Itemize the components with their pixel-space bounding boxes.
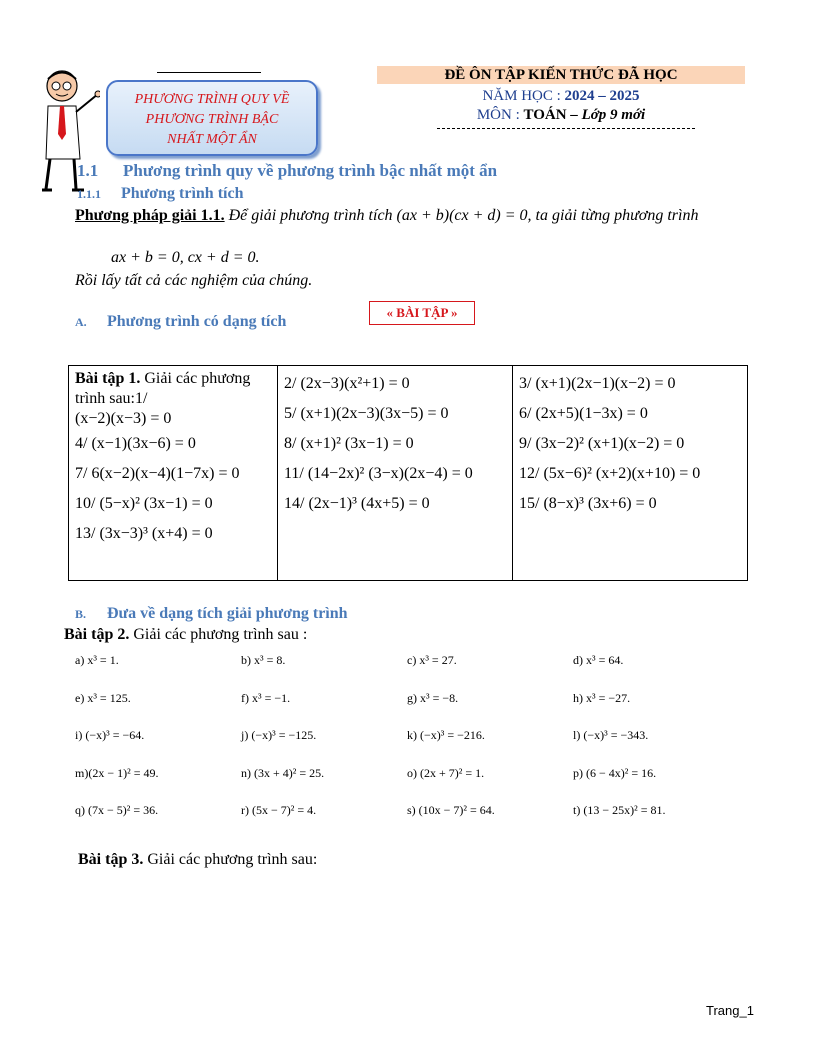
exercise-2-row [75,800,775,838]
exercise-badge: « BÀI TẬP » [369,301,475,325]
section-number: 1.1 [77,161,99,180]
equation-item: 2/ (2x−3)(x²+1) = 0 [284,375,410,392]
method-conclusion: Rồi lấy tất cả các nghiệm của chúng. [75,272,313,289]
section-heading-b [75,604,348,624]
page-number: Trang_1 [706,1003,754,1018]
equation-item: j) (−x)³ = −125. [241,728,317,742]
equation-item: k) (−x)³ = −216. [407,728,485,742]
exercise-title: Bài tập 2. [64,626,130,643]
header-dashed-rule [437,128,695,129]
equation-item: s) (10x − 7)² = 64. [407,803,495,817]
exercise-2-heading [64,625,307,645]
equation-item: (x−2)(x−3) = 0 [75,410,172,427]
exercise-1-table [68,365,748,581]
exercise-title: Bài tập 3. [78,851,144,868]
equation-item: 15/ (8−x)³ (3x+6) = 0 [519,495,657,512]
section-title: Phương trình quy về phương trình bậc nhất một ẩn [123,161,498,180]
method-equations: ax + b = 0, cx + d = 0. [111,249,260,266]
equation-item: g) x³ = −8. [407,690,459,705]
topic-line: NHẤT MỘT ẨN [167,132,257,147]
equation-item: m)(2x − 1)² = 49. [75,765,159,780]
exercise-1-heading [75,369,271,409]
equation-item: b) x³ = 8. [241,653,286,667]
equation-item: r) (5x − 7)² = 4. [241,803,317,817]
exercise-title: Bài tập 1. [75,370,141,387]
exercise-1-column-2 [278,366,513,581]
equation-item: l) (−x)³ = −343. [573,728,649,742]
document-title: ĐỀ ÔN TẬP KIẾN THỨC ĐÃ HỌC [377,66,745,84]
grade-value: – Lớp 9 mới [570,107,646,123]
exercise-2-row [75,725,775,763]
subject-label: MÔN : [476,107,520,123]
exercise-1-column-1 [69,366,278,581]
section-heading-1-1-1 [77,184,243,204]
equation-item: q) (7x − 5)² = 36. [75,803,159,817]
equation-item: 3/ (x+1)(2x−1)(x−2) = 0 [519,375,676,392]
equation-item: a) x³ = 1. [75,653,119,667]
equation-item: 10/ (5−x)² (3x−1) = 0 [75,495,213,512]
subject-value: TOÁN [523,107,567,123]
topic-box [106,80,318,156]
school-year-label: NĂM HỌC : [482,88,561,104]
equation-item: o) (2x + 7)² = 1. [407,765,485,780]
subject-line [377,106,745,124]
equation-item: 4/ (x−1)(3x−6) = 0 [75,435,196,452]
exercise-2-row [75,688,775,726]
equation-item: 14/ (2x−1)³ (4x+5) = 0 [284,495,430,512]
equation-item: 8/ (x+1)² (3x−1) = 0 [284,435,414,452]
exercise-intro: Giải các phương trình sau:1/ [75,370,251,407]
exercise-1-column-3 [513,366,748,581]
method-paragraph [75,205,770,227]
section-title: Phương trình có dạng tích [107,313,287,330]
equation-item: f) x³ = −1. [241,690,291,705]
equation-item: n) (3x + 4)² = 25. [241,765,325,780]
method-label: Phương pháp giải 1.1. [75,207,225,224]
section-title: Phương trình tích [121,185,244,202]
exercise-intro: Giải các phương trình sau : [133,626,308,643]
exercise-2-row [75,650,775,688]
equation-item: d) x³ = 64. [573,653,624,667]
equation-item: 5/ (x+1)(2x−3)(3x−5) = 0 [284,405,449,422]
equation-item: p) (6 − 4x)² = 16. [573,765,657,780]
method-text: Để giải phương trình tích (ax + b)(cx + d) = 0, ta giải từng phương trình [228,207,699,224]
equation-item: 7/ 6(x−2)(x−4)(1−7x) = 0 [75,465,240,482]
section-heading-a [75,312,286,332]
section-number: A. [75,315,87,329]
equation-item: i) (−x)³ = −64. [75,728,145,742]
section-number: 1.1.1 [77,187,101,201]
exercise-intro: Giải các phương trình sau: [147,851,318,868]
equation-item: 11/ (14−2x)² (3−x)(2x−4) = 0 [284,465,473,482]
equation-item: 6/ (2x+5)(1−3x) = 0 [519,405,648,422]
equation-item: e) x³ = 125. [75,690,131,705]
section-number: B. [75,607,87,621]
equation-item: 12/ (5x−6)² (x+2)(x+10) = 0 [519,465,701,482]
equation-item: t) (13 − 25x)² = 81. [573,803,666,817]
section-heading-1-1 [77,160,497,182]
school-year [377,87,745,105]
school-year-value: 2024 – 2025 [564,88,640,104]
topic-line: PHƯƠNG TRÌNH BẬC [145,112,279,127]
equation-item: c) x³ = 27. [407,653,457,667]
section-title: Đưa về dạng tích giải phương trình [107,605,348,622]
equation-item: 13/ (3x−3)³ (x+4) = 0 [75,525,213,542]
header-rule [157,72,261,73]
exercise-3-heading [78,850,317,870]
equation-item: 9/ (3x−2)² (x+1)(x−2) = 0 [519,435,685,452]
topic-line: PHƯƠNG TRÌNH QUY VỀ [134,92,290,107]
exercise-2-row [75,763,775,801]
equation-item: h) x³ = −27. [573,690,631,705]
exercise-2-grid [75,650,775,838]
